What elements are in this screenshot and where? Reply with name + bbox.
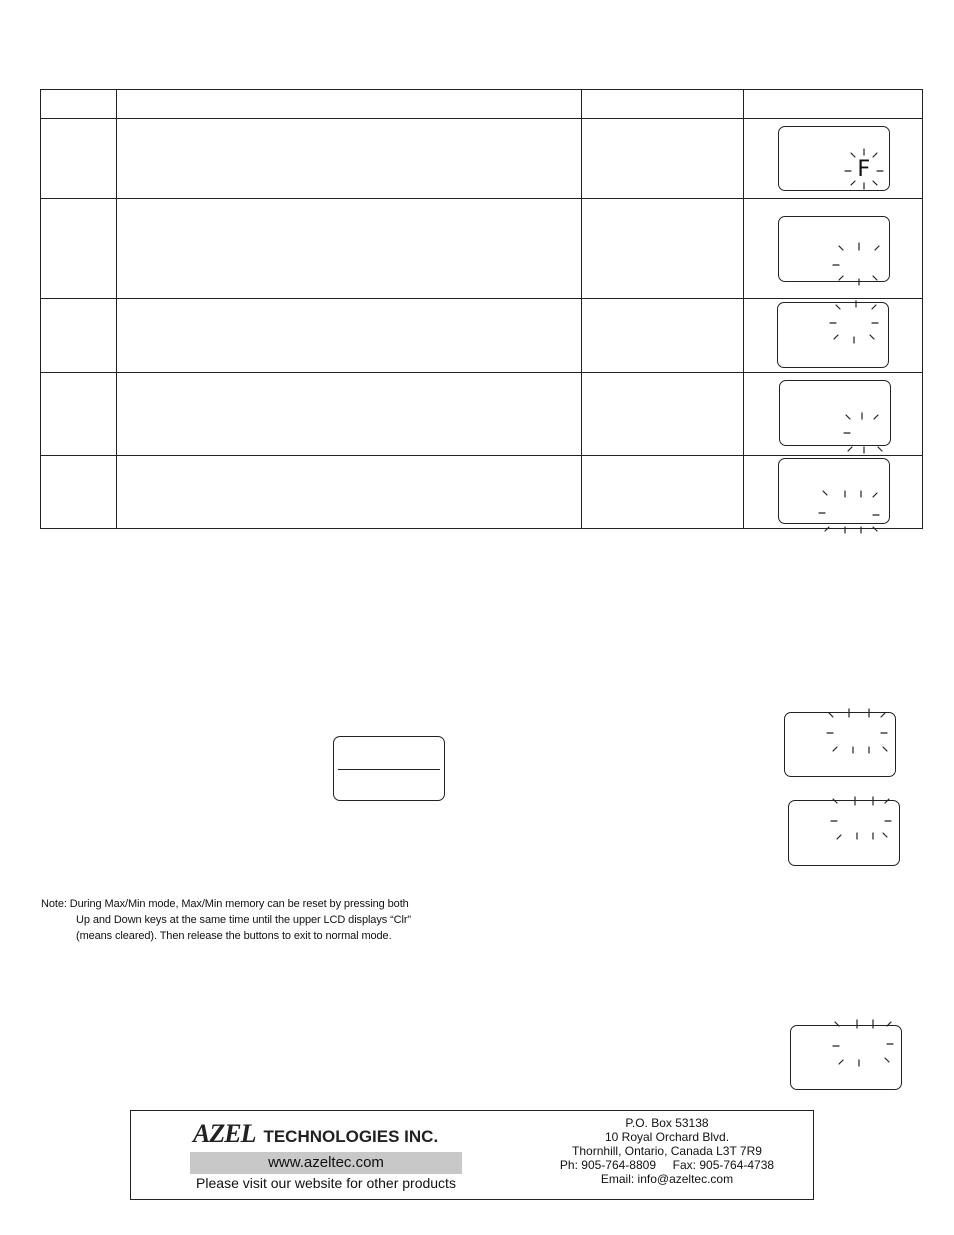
lcd-display-row4 [779, 380, 891, 446]
phone-fax-line: Ph: 905-764-8809 Fax: 905-764-4738 [559, 1158, 775, 1172]
blink-rays-icon [778, 303, 890, 369]
company-footer [130, 1110, 814, 1200]
company-name: TECHNOLOGIES INC. [263, 1127, 439, 1146]
lcd-display-row1 [778, 126, 890, 191]
table-row-divider [41, 298, 922, 299]
lcd-display-row5 [778, 458, 890, 524]
contact-address [537, 1116, 797, 1186]
note-line-1: Note: During Max/Min mode, Max/Min memory can be reset by pressing both [41, 898, 409, 910]
lcd-display-side2 [788, 800, 900, 866]
blink-rays-icon [779, 459, 891, 525]
blink-rays-icon [785, 713, 897, 778]
lcd-divider [338, 769, 440, 770]
blink-rays-icon [789, 801, 901, 867]
note-line-2: Up and Down keys at the same time until the upper LCD displays “Clr” [76, 914, 411, 926]
lcd-display-row3 [777, 302, 889, 368]
table-row-divider [41, 455, 922, 456]
table-col-divider [116, 90, 117, 528]
lcd-display-bottom [790, 1025, 902, 1090]
lcd-display-row2 [778, 216, 890, 282]
note-line-3: (means cleared). Then release the buttons to exit to normal mode. [76, 930, 392, 942]
blink-rays-icon [779, 217, 891, 283]
address-line: 10 Royal Orchard Blvd. [604, 1130, 730, 1144]
note-text [41, 896, 411, 944]
blink-rays-icon [780, 381, 892, 447]
address-line: Thornhill, Ontario, Canada L3T 7R9 [572, 1144, 762, 1158]
blink-rays-icon [791, 1026, 903, 1091]
lcd-display-split [333, 736, 445, 801]
table-header-divider [41, 118, 922, 119]
table-col-divider [743, 90, 744, 528]
address-line: P.O. Box 53138 [625, 1116, 709, 1130]
lcd-glyph: F [857, 157, 871, 182]
table-row-divider [41, 372, 922, 373]
blink-rays-icon [779, 127, 891, 192]
azel-logo: AZEL [193, 1119, 256, 1148]
website-link[interactable]: www.azeltec.com [190, 1152, 462, 1174]
company-brand [193, 1119, 438, 1147]
email-line[interactable]: Email: info@azeltec.com [600, 1172, 734, 1186]
lcd-display-side1 [784, 712, 896, 777]
table-col-divider [581, 90, 582, 528]
visit-website-text: Please visit our website for other products [196, 1175, 456, 1191]
table-row-divider [41, 198, 922, 199]
